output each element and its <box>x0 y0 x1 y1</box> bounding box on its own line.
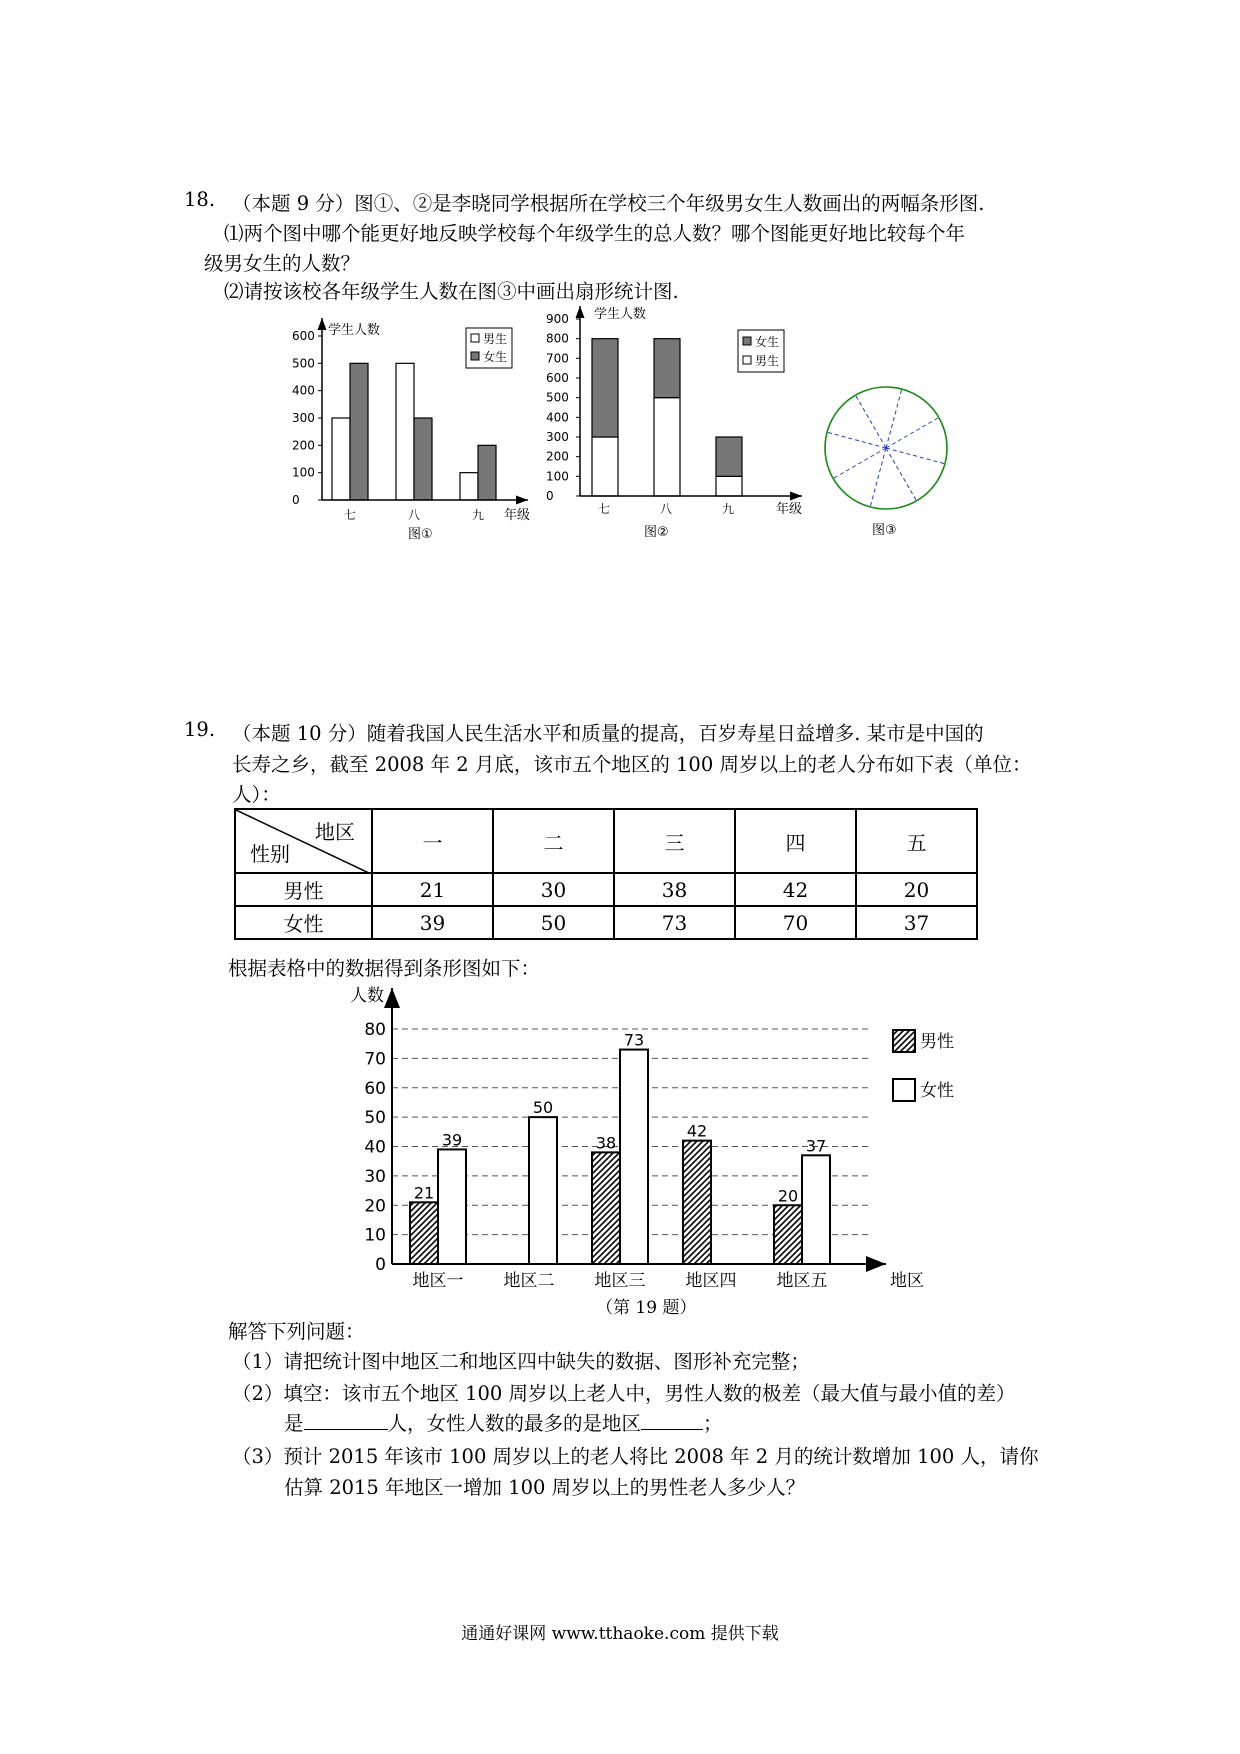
q19-ytick-label: 70 <box>364 1049 386 1070</box>
answer-blank-region[interactable] <box>641 1411 703 1430</box>
q19-line1: （本题 10 分）随着我国人民生活水平和质量的提高，百岁寿星日益增多. 某市是中国的 <box>232 722 984 745</box>
fig2-bar-male <box>592 437 618 496</box>
fig2-ytick-label: 800 <box>546 331 569 346</box>
q19-bar-female <box>529 1117 557 1264</box>
fig2-bar-female <box>654 339 680 398</box>
table-row <box>235 906 977 939</box>
distribution-table <box>234 808 978 940</box>
q19-part2b-suffix: ； <box>703 1412 723 1435</box>
table-header-cell: 五 <box>856 809 977 873</box>
q19-data-label: 39 <box>441 1130 463 1150</box>
table-header-cell: 一 <box>372 809 493 873</box>
q19-bar-male <box>774 1205 802 1264</box>
q19-ytick-label: 30 <box>364 1166 386 1187</box>
q19-category-label: 地区三 <box>594 1271 646 1291</box>
fig1-category-label: 八 <box>408 508 421 522</box>
table-cell: 37 <box>856 906 977 939</box>
fig1-legend-female: 女生 <box>483 350 508 364</box>
fig1-xlabel: 年级 <box>504 508 531 523</box>
fig1-bar-male <box>396 363 414 500</box>
q19-bar-female <box>438 1149 466 1264</box>
fig2-bar-female <box>592 339 618 437</box>
legend-swatch-male <box>471 334 479 342</box>
fig1-ytick-label: 0 <box>292 493 300 507</box>
fig1-bar-female <box>414 418 432 500</box>
fig3-spoke <box>886 418 938 448</box>
table-row-label: 男性 <box>235 873 372 906</box>
q19-bar-male <box>683 1141 711 1264</box>
q19-data-label: 73 <box>623 1030 645 1050</box>
q19-part2b <box>284 1408 723 1436</box>
fig3-spoke <box>856 396 886 448</box>
fig1-bar-male <box>332 418 350 500</box>
q19-ytick-label: 40 <box>364 1137 386 1158</box>
q19-data-label: 42 <box>686 1121 708 1141</box>
fig2-ytick-label: 300 <box>546 430 569 444</box>
q19-ytick-label: 60 <box>364 1078 386 1099</box>
q19-bar-female <box>620 1050 648 1264</box>
fig1-bar-female <box>478 445 496 500</box>
q19-part3b: 估算 2015 年地区一增加 100 周岁以上的男性老人多少人？ <box>284 1476 806 1499</box>
fig2-ytick-label: 500 <box>546 390 569 405</box>
fig2-category-label: 七 <box>598 502 611 516</box>
table-cell: 39 <box>372 906 493 939</box>
q19-category-label: 地区五 <box>776 1271 828 1291</box>
q18-number: 18. <box>184 188 216 211</box>
fig1-ytick-label: 300 <box>292 411 315 425</box>
fig1-bar-female <box>350 363 368 500</box>
q19-part3a: （3）预计 2015 年该市 100 周岁以上的老人将比 2008 年 2 月的统计数增加 100 人，请你 <box>232 1445 1039 1468</box>
fig2-bar-male <box>716 476 742 496</box>
fig3-spoke <box>886 390 902 448</box>
q19-bar-male <box>410 1202 438 1264</box>
fig2-legend-swatch-male <box>743 356 751 364</box>
q19-data-label: 50 <box>532 1098 554 1118</box>
fig1-caption: 图① <box>408 527 433 542</box>
q18-line1: （本题 9 分）图①、②是李晓同学根据所在学校三个年级男女生人数画出的两幅条形图. <box>232 192 985 215</box>
table-cell: 70 <box>735 906 856 939</box>
table-corner-top: 地区 <box>315 820 355 844</box>
q19-caption: （第 19 题） <box>596 1298 697 1318</box>
q19-ytick-label: 80 <box>364 1020 386 1040</box>
q18-line4: ⑵请按该校各年级学生人数在图③中画出扇形统计图. <box>224 280 679 303</box>
table-header-cell: 三 <box>614 809 735 873</box>
fig2-ytick-label: 700 <box>546 351 569 366</box>
table-row <box>235 873 977 906</box>
figure-1-bar-chart <box>290 312 548 544</box>
fig2-bar-male <box>654 398 680 496</box>
fig2-ytick-label: 100 <box>546 469 569 484</box>
legend-swatch-male <box>893 1030 915 1052</box>
fig2-ytick-label: 200 <box>546 449 569 464</box>
fig2-bar-female <box>716 437 742 476</box>
answer-intro: 解答下列问题： <box>228 1320 365 1343</box>
q18-line2: ⑴两个图中哪个能更好地反映学校每个年级学生的总人数？哪个图能更好地比较每个年 <box>224 222 966 245</box>
table-cell: 73 <box>614 906 735 939</box>
q19-part2b-mid: 人，女性人数的最多的是地区 <box>387 1412 642 1435</box>
fig2-ylabel: 学生人数 <box>594 307 647 322</box>
table-corner-bottom: 性别 <box>250 842 290 866</box>
fig2-ytick-label: 900 <box>546 312 569 326</box>
fig2-ytick-label: 0 <box>546 489 554 503</box>
fig3-spoke <box>886 448 944 464</box>
q19-ytick-label: 20 <box>364 1196 386 1217</box>
legend-swatch-female <box>471 352 479 360</box>
q19-xlabel: 地区 <box>890 1271 924 1291</box>
chart-intro: 根据表格中的数据得到条形图如下： <box>228 957 541 980</box>
table-cell: 42 <box>735 873 856 906</box>
fig1-ytick-label: 600 <box>292 329 315 343</box>
q19-data-label: 37 <box>805 1136 827 1156</box>
fig2-xlabel: 年级 <box>776 502 803 517</box>
q18-line3: 级男女生的人数？ <box>204 252 361 275</box>
fig1-category-label: 七 <box>344 508 357 522</box>
fig2-legend-swatch-female <box>743 337 751 345</box>
q19-bar-male <box>592 1152 620 1264</box>
q19-ylabel: 人数 <box>350 986 384 1006</box>
q19-ytick-label: 10 <box>364 1225 386 1246</box>
q19-part2a: （2）填空：该市五个地区 100 周岁以上老人中，男性人数的极差（最大值与最小值的差） <box>232 1382 1016 1405</box>
legend-swatch-female <box>893 1079 915 1101</box>
q19-part1: （1）请把统计图中地区二和地区四中缺失的数据、图形补充完整； <box>232 1350 810 1373</box>
fig3-caption: 图③ <box>872 523 897 538</box>
fig2-caption: 图② <box>644 525 669 540</box>
q19-ytick-label: 0 <box>375 1255 386 1275</box>
q19-category-label: 地区四 <box>685 1271 737 1291</box>
q19-category-label: 地区二 <box>503 1271 555 1291</box>
q19-part2b-prefix: 是 <box>284 1412 304 1435</box>
q19-data-label: 21 <box>413 1183 435 1203</box>
fig3-spoke <box>834 448 886 478</box>
q19-line2: 长寿之乡，截至 2008 年 2 月底，该市五个地区的 100 周岁以上的老人分布如下表（单位： <box>232 753 1032 776</box>
fig1-ylabel: 学生人数 <box>328 323 381 338</box>
table-row-label: 女性 <box>235 906 372 939</box>
table-cell: 50 <box>493 906 614 939</box>
table-cell: 38 <box>614 873 735 906</box>
fig1-ytick-label: 500 <box>292 356 315 371</box>
q19-line3: 人）： <box>232 783 281 806</box>
table-header-cell: 二 <box>493 809 614 873</box>
footer-credit: 通通好课网 www.tthaoke.com 提供下载 <box>461 1624 779 1644</box>
fig1-ytick-label: 100 <box>292 465 315 480</box>
q19-data-label: 20 <box>777 1186 799 1206</box>
fig2-category-label: 八 <box>660 502 673 516</box>
answer-blank-range[interactable] <box>304 1411 388 1430</box>
fig2-ytick-label: 600 <box>546 371 569 385</box>
fig3-spoke <box>828 432 886 448</box>
fig2-legend-female: 女生 <box>755 335 780 349</box>
figure-3-blank-pie <box>822 384 952 542</box>
table-header-cell: 四 <box>735 809 856 873</box>
q19-ytick-label: 50 <box>364 1108 386 1129</box>
fig1-category-label: 九 <box>472 508 485 522</box>
figure-2-stacked-bar-chart <box>544 300 806 544</box>
q19-legend-female: 女性 <box>920 1081 954 1101</box>
q19-number: 19. <box>184 718 216 741</box>
fig1-ytick-label: 400 <box>292 383 315 398</box>
table-cell: 30 <box>493 873 614 906</box>
q19-bar-female <box>802 1155 830 1264</box>
fig1-bar-male <box>460 473 478 500</box>
fig2-ytick-label: 400 <box>546 410 569 425</box>
fig3-spoke <box>886 448 916 500</box>
q19-legend-male: 男性 <box>920 1032 954 1052</box>
table-cell: 21 <box>372 873 493 906</box>
fig3-spoke <box>870 448 886 506</box>
q19-bar-chart <box>340 982 960 1292</box>
fig1-ytick-label: 200 <box>292 438 315 453</box>
q19-category-label: 地区一 <box>412 1271 464 1291</box>
fig2-category-label: 九 <box>722 502 735 516</box>
table-corner-cell <box>235 809 372 873</box>
table-cell: 20 <box>856 873 977 906</box>
fig1-legend-male: 男生 <box>483 332 508 346</box>
fig2-legend-male: 男生 <box>755 354 780 368</box>
q19-data-label: 38 <box>595 1133 617 1153</box>
